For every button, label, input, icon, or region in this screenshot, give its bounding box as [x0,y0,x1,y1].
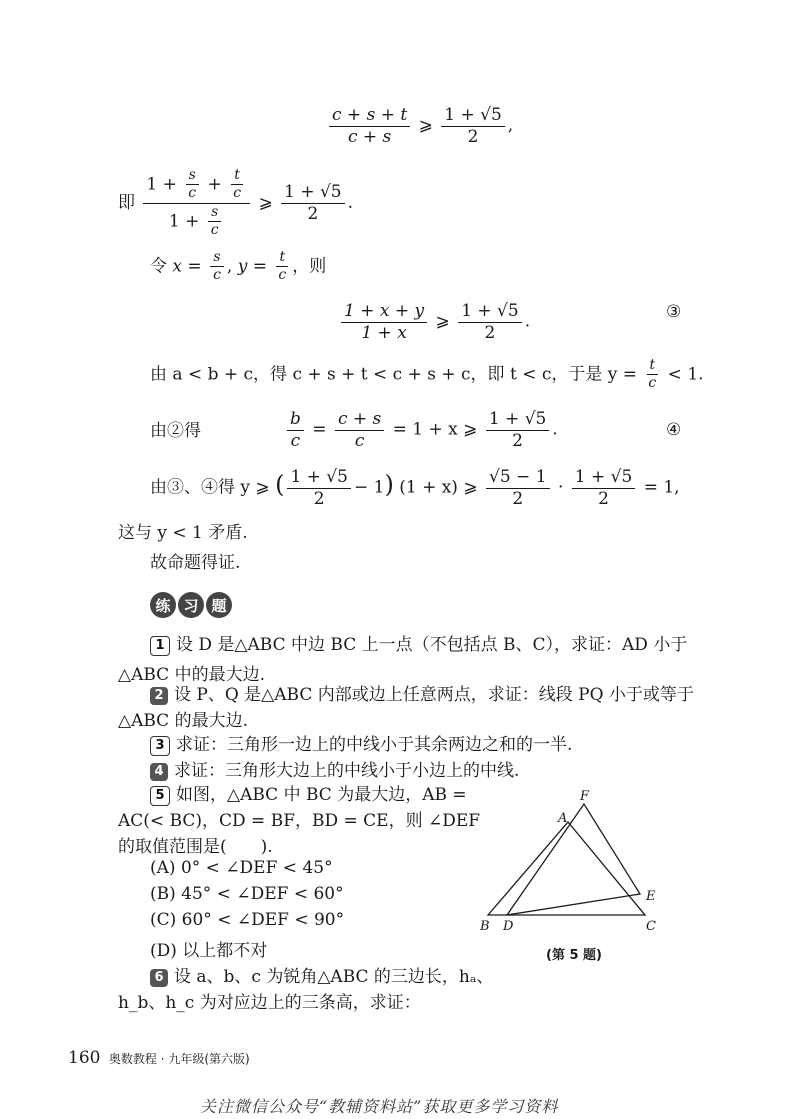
tag-4: ④ [666,420,682,440]
tag-3: ③ [666,302,682,322]
label-e: E [646,889,656,904]
label-f: F [580,789,590,804]
figure-caption: (第 5 题) [546,948,602,963]
option-c: (C) 60° < ∠DEF < 90° [150,910,345,930]
title-char: 练 [150,592,176,618]
option-a: (A) 0° < ∠DEF < 45° [150,858,333,878]
line-6: 由③、④得 y ⩾ ( $\frac{1 + √5}{2}$ − 1) (1 + x) ⩾ $\frac{√5 - 1}{2}$ · $\frac{1 + √5}{2}$ = 1, [150,467,680,509]
page-number: 160 [68,1048,101,1068]
page-footer [68,1048,250,1068]
line-8: 故命题得证. [150,553,241,573]
line-7: 这与 y < 1 矛盾. [118,523,248,543]
problem-1-cont: △ABC 中的最大边. [118,665,265,685]
problem-6: 6 设 a、b、c 为锐角△ABC 的三边长，hₐ、 [150,962,493,987]
problem-6-cont: h_b、h_c 为对应边上的三条高，求证： [118,993,421,1013]
line-5: 由②得 [150,421,201,441]
exercise-title [150,592,232,618]
equation-1: $\frac{c + s + t}{c + s}$ ⩾ $\frac{1 + √5}{2}$ , [326,106,513,146]
problem-1: 1 设 D 是△ABC 中边 BC 上一点（不包括点 B、C），求证：AD 小于 [150,630,687,656]
title-char: 习 [178,592,204,618]
title-char: 题 [206,592,232,618]
line-4: 由 a < b + c，得 c + s + t < c + s + c，即 t < c，于是 y = $\frac{t}{c}$ < 1. [150,357,704,392]
equation-4: $\frac{b}{c}$ = $\frac{c + s}{c}$ = 1 + x ⩾ $\frac{1 + √5}{2}$ . [284,410,558,450]
problem-5-line2: AC(< BC)，CD = BF，BD = CE，则 ∠DEF [118,811,481,831]
equation-3: $\frac{1 + x + y}{1 + x}$ ⩾ $\frac{1 + √5}{2}$ . [338,302,530,342]
substitution-line: 令 x = $\frac{s}{c}$ , y = $\frac{t}{c}$ ，则 [150,249,327,284]
triangle-def [507,804,640,915]
problem-4: 4 求证：三角形大边上的中线小于小边上的中线. [150,756,519,781]
promo-banner: 关注微信公众号“教辅资料站”获取更多学习资料 [200,1097,559,1116]
triangle-abc [488,822,645,915]
book-title: 奥数教程 · 九年级(第六版) [108,1052,250,1066]
option-b: (B) 45° < ∠DEF < 60° [150,884,344,904]
triangle-figure [470,782,680,942]
problem-2-cont: △ABC 的最大边. [118,711,248,731]
problem-5-line3: 的取值范围是( ). [118,837,273,857]
problem-3: 3 求证：三角形一边上的中线小于其余两边之和的一半. [150,730,572,756]
problem-2: 2 设 P、Q 是△ABC 内部或边上任意两点，求证：线段 PQ 小于或等于 [150,680,694,705]
label-a: A [558,811,568,826]
label-b: B [480,919,490,934]
label-d: D [503,919,514,934]
equation-2: 即 1 + $\frac{s}{c}$ + $\frac{t}{c}$ 1 + $\frac{s}{c}$ ⩾ $\frac{1 + √5}{2}$ . [118,167,354,239]
option-d: (D) 以上都不对 [150,941,268,961]
problem-5: 5 如图，△ABC 中 BC 为最大边，AB = [150,780,467,806]
label-c: C [646,919,656,934]
